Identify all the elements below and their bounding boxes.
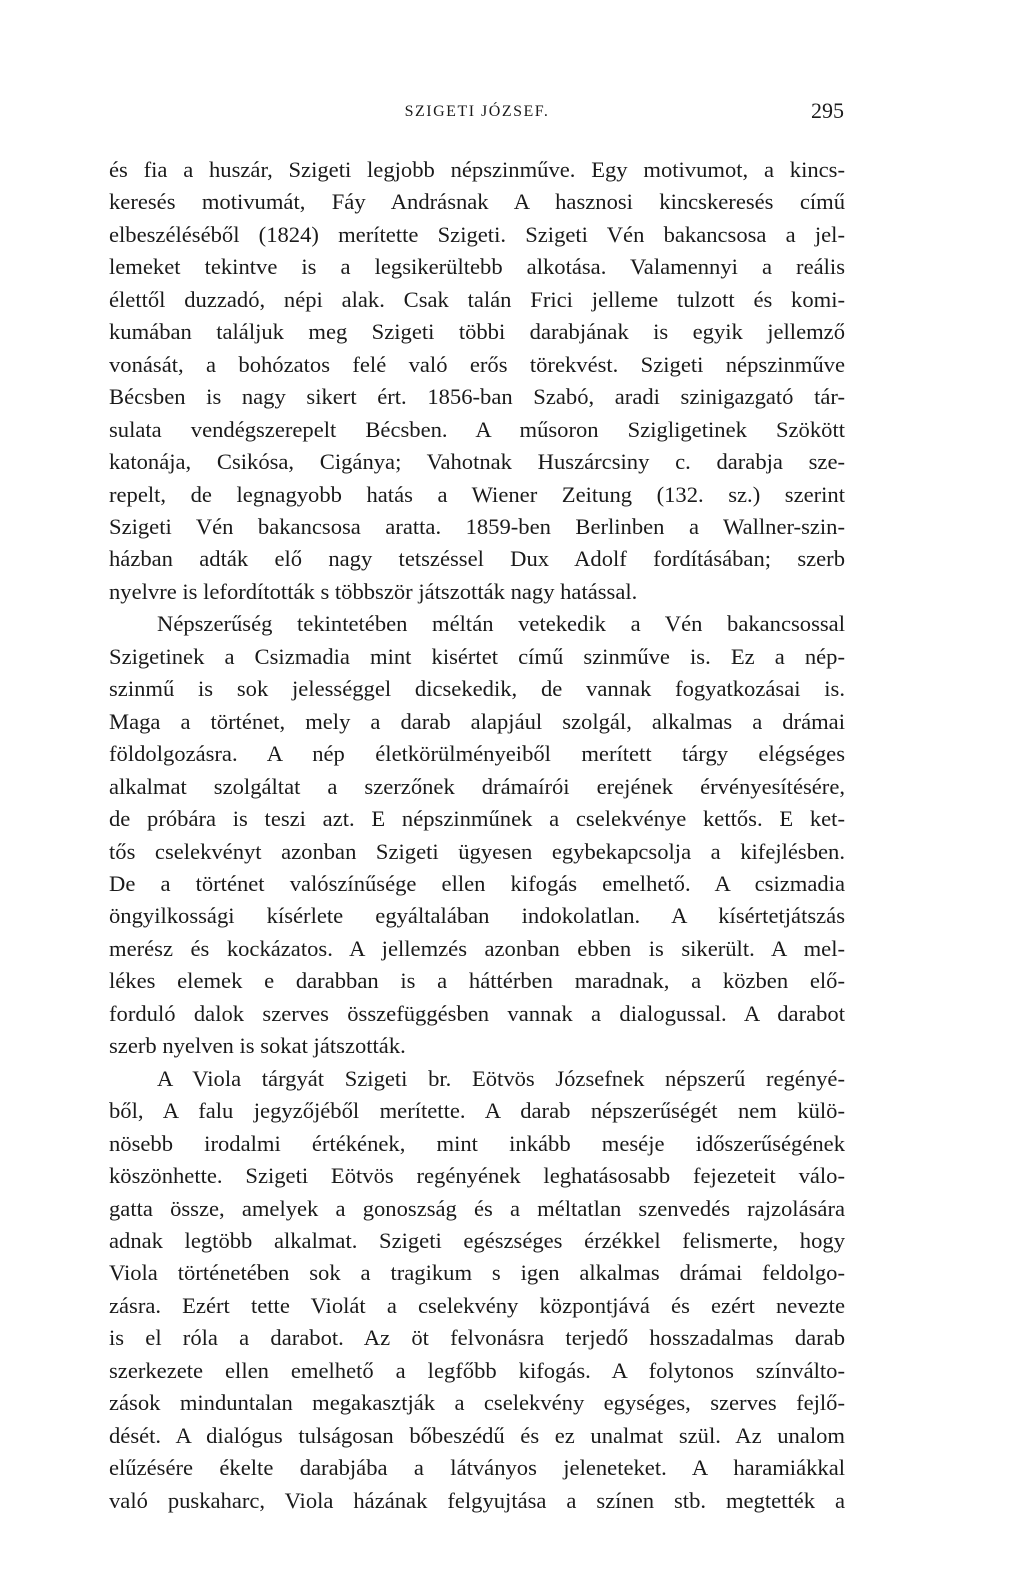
page-number: 295 bbox=[811, 98, 844, 123]
text-line: gatta össze, amelyek a gonoszság és a méltatlan szenvedés rajzolására bbox=[109, 1195, 845, 1221]
text-line: zások minduntalan megakasztják a cselekvény egységes, szerves fejlő- bbox=[109, 1390, 845, 1416]
text-line: elbeszéléséből (1824) merítette Szigeti. Szigeti Vén bakancsosa a jel- bbox=[109, 221, 845, 247]
text-line: De a történet valószínűsége ellen kifogás emelhető. A csizmadia bbox=[109, 870, 845, 896]
text-line: házban adták elő nagy tetszéssel Dux Adolf fordításában; szerb bbox=[109, 546, 845, 572]
text-line: tős cselekvényt azonban Szigeti ügyesen egybekapcsolja a kifejlésben. bbox=[109, 838, 845, 864]
text-line: elűzésére ékelte darabjába a látványos jeleneteket. A haramiákkal bbox=[109, 1455, 845, 1481]
text-line: dését. A dialógus tulságosan bőbeszédű és ez unalmat szül. Az unalom bbox=[109, 1422, 845, 1448]
page-header bbox=[110, 93, 844, 133]
text-line: nösebb irodalmi értékének, mint inkább meséje időszerűségének bbox=[109, 1130, 845, 1156]
running-title: SZIGETI JÓZSEF. bbox=[404, 103, 550, 120]
text-line: Szigetinek a Csizmadia mint kisértet című szinműve is. Ez a nép- bbox=[109, 643, 845, 669]
text-line: szerkezete ellen emelhető a legfőbb kifogás. A folytonos színválto- bbox=[109, 1357, 845, 1383]
text-line: is el róla a darabot. Az öt felvonásra terjedő hosszadalmas darab bbox=[109, 1325, 845, 1351]
text-line: és fia a huszár, Szigeti legjobb népszinműve. Egy motivumot, a kincs- bbox=[109, 157, 845, 182]
text-line: való puskaharc, Viola házának felgyujtása a színen stb. megtették a bbox=[109, 1487, 845, 1513]
text-line: de próbára is teszi azt. E népszinműnek a cselekvénye kettős. E ket- bbox=[109, 806, 845, 832]
text-line: Maga a történet, mely a darab alapjául szolgál, alkalmas a drámai bbox=[109, 708, 845, 734]
text-line: öngyilkossági kísérlete egyáltalában indokolatlan. A kísértetjátszás bbox=[109, 903, 845, 929]
text-line: kumában találjuk meg Szigeti többi darabjának is egyik jellemző bbox=[109, 319, 845, 345]
text-line: köszönhette. Szigeti Eötvös regényének leghatásosabb fejezeteit válo- bbox=[109, 1163, 845, 1189]
text-line: adnak legtöbb alkalmat. Szigeti egészséges érzékkel felismerte, hogy bbox=[109, 1227, 845, 1253]
text-line: Bécsben is nagy sikert ért. 1856-ban Szabó, aradi szinigazgató tár- bbox=[109, 384, 845, 410]
text-line: Népszerűség tekintetében méltán vetekedik a Vén bakancsossal bbox=[157, 611, 845, 637]
text-line: vonását, a bohózatos felé való erős törekvést. Szigeti népszinműve bbox=[109, 351, 845, 377]
text-line: szinmű is sok jelességgel dicsekedik, de vannak fogyatkozásai is. bbox=[109, 676, 845, 702]
text-line: Viola történetében sok a tragikum s igen alkalmas drámai feldolgo- bbox=[109, 1260, 845, 1286]
text-line: merész és kockázatos. A jellemzés azonban ebben is sikerült. A mel- bbox=[109, 935, 845, 961]
text-line: Szigeti Vén bakancsosa aratta. 1859-ben Berlinben a Wallner-szin- bbox=[109, 513, 845, 539]
text-line: nyelvre is lefordították s többször játszották nagy hatással. bbox=[109, 578, 638, 604]
text-line: zásra. Ezért tette Violát a cselekvény központjává és ezért nevezte bbox=[109, 1292, 845, 1318]
text-line: keresés motivumát, Fáy Andrásnak A hasznosi kincskeresés című bbox=[109, 189, 845, 215]
text-line: élettől duzzadó, népi alak. Csak talán Frici jelleme tulzott és komi- bbox=[109, 286, 845, 312]
body-text bbox=[109, 154, 845, 1517]
text-line: lékes elemek e darabban is a háttérben maradnak, a közben elő- bbox=[109, 968, 845, 994]
text-line: lemeket tekintve is a legsikerültebb alkotása. Valamennyi a reális bbox=[109, 254, 845, 280]
text-line: katonája, Csikósa, Cigánya; Vahotnak Huszárcsiny c. darabja sze- bbox=[109, 449, 845, 475]
text-line: sulata vendégszerepelt Bécsben. A műsoron Szigligetinek Szökött bbox=[109, 416, 845, 442]
text-line: szerb nyelven is sokat játszották. bbox=[109, 1033, 406, 1059]
text-line: forduló dalok szerves összefüggésben vannak a dialogussal. A darabot bbox=[109, 1000, 845, 1026]
text-line: alkalmat szolgáltat a szerzőnek drámaírói erejének érvényesítésére, bbox=[109, 773, 845, 799]
text-line: repelt, de legnagyobb hatás a Wiener Zeitung (132. sz.) szerint bbox=[109, 481, 845, 507]
text-line: földolgozásra. A nép életkörülményeiből merített tárgy elégséges bbox=[109, 741, 845, 767]
text-line: ből, A falu jegyzőjéből merítette. A darab népszerűségét nem külö- bbox=[109, 1098, 845, 1124]
text-line: A Viola tárgyát Szigeti br. Eötvös Józsefnek népszerű regényé- bbox=[157, 1065, 845, 1091]
